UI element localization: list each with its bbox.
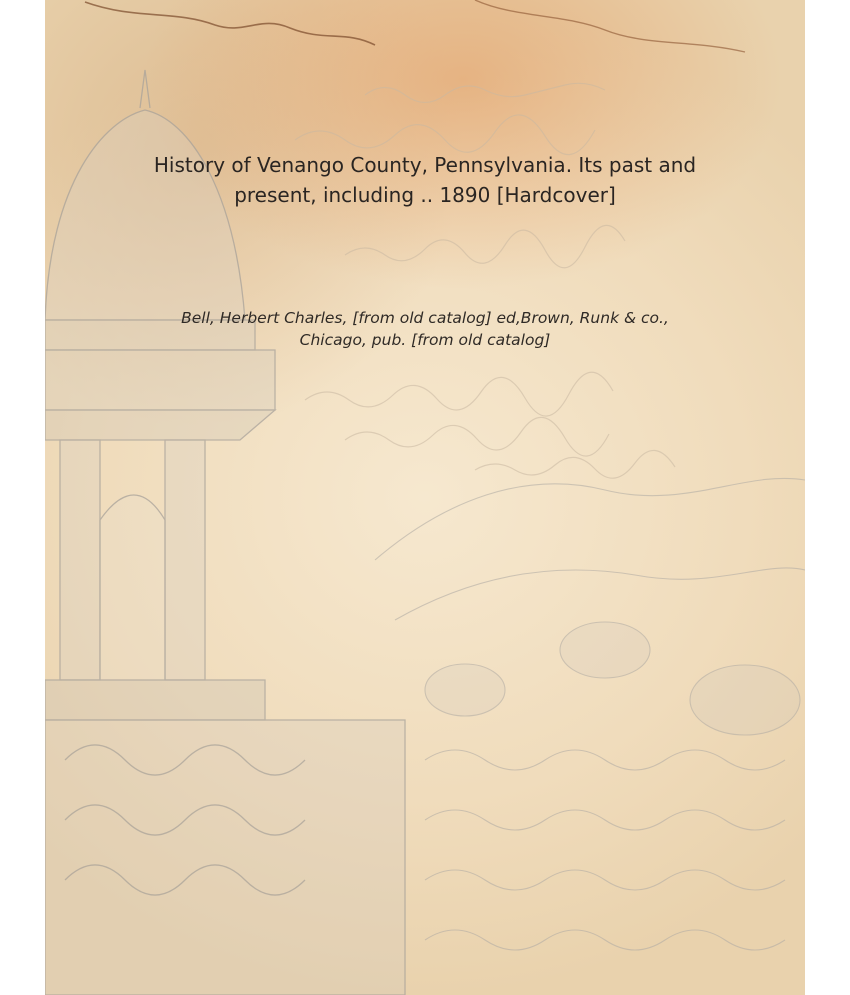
book-title [125, 150, 725, 210]
paper-crack [475, 0, 745, 52]
tower-dome [45, 110, 245, 320]
book-cover [45, 0, 805, 995]
book-title-line-1: History of Venango County, Pennsylvania. Its past and [153, 153, 697, 177]
book-author [135, 307, 715, 351]
book-author-line-1: Bell, Herbert Charles, [from old catalog] ed,Brown, Runk & co., [181, 309, 669, 327]
paper-crack [85, 2, 375, 45]
book-title-line-2: present, including .. 1890 [Hardcover] [234, 183, 616, 207]
book-author-line-2: Chicago, pub. [from old catalog] [299, 331, 551, 349]
